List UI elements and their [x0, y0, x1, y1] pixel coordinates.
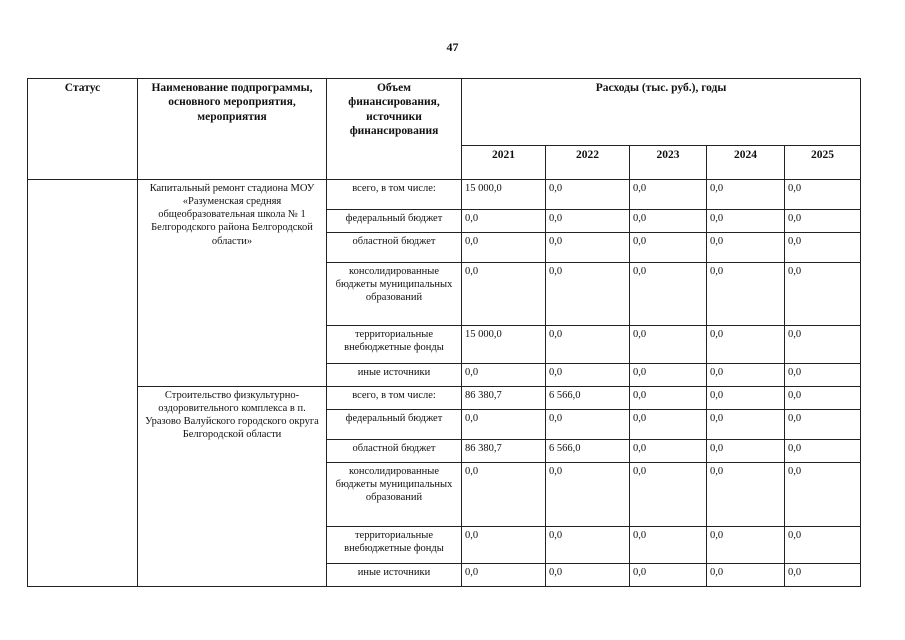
value-cell: 0,0: [707, 326, 785, 364]
value-cell: 0,0: [630, 463, 707, 527]
value-cell: 0,0: [462, 564, 546, 587]
value-cell: 0,0: [785, 263, 861, 326]
value-cell: 0,0: [707, 440, 785, 463]
value-cell: 0,0: [630, 410, 707, 440]
source-cell: консолидированные бюджеты муниципальных образований: [327, 263, 462, 326]
value-cell: 0,0: [630, 263, 707, 326]
value-cell: 0,0: [785, 233, 861, 263]
value-cell: 0,0: [546, 180, 630, 210]
value-cell: 0,0: [707, 263, 785, 326]
value-cell: 0,0: [630, 564, 707, 587]
value-cell: 0,0: [630, 210, 707, 233]
value-cell: 0,0: [707, 527, 785, 564]
value-cell: 86 380,7: [462, 440, 546, 463]
value-cell: 0,0: [630, 180, 707, 210]
source-cell: областной бюджет: [327, 440, 462, 463]
value-cell: 0,0: [785, 210, 861, 233]
value-cell: 0,0: [546, 326, 630, 364]
value-cell: 0,0: [546, 210, 630, 233]
value-cell: 0,0: [546, 410, 630, 440]
page-number: 47: [446, 40, 459, 54]
table-row: [28, 180, 861, 210]
value-cell: 0,0: [462, 463, 546, 527]
value-cell: 0,0: [546, 263, 630, 326]
year-header: 2022: [546, 146, 630, 180]
source-cell: иные источники: [327, 564, 462, 587]
source-cell: территориальные внебюджетные фонды: [327, 326, 462, 364]
value-cell: 0,0: [707, 233, 785, 263]
value-cell: 0,0: [707, 180, 785, 210]
value-cell: 0,0: [630, 326, 707, 364]
table-row: [28, 387, 861, 410]
source-cell: иные источники: [327, 364, 462, 387]
value-cell: 0,0: [462, 410, 546, 440]
value-cell: 15 000,0: [462, 180, 546, 210]
source-cell: всего, в том числе:: [327, 180, 462, 210]
activity-name: Строительство физкультурно-оздоровительного комплекса в п. Уразово Валуйского городского округа Белгородской области: [138, 387, 327, 587]
year-header: 2023: [630, 146, 707, 180]
value-cell: 0,0: [707, 210, 785, 233]
value-cell: 0,0: [462, 210, 546, 233]
value-cell: 0,0: [785, 180, 861, 210]
source-cell: федеральный бюджет: [327, 210, 462, 233]
status-cell: [28, 180, 138, 587]
value-cell: 15 000,0: [462, 326, 546, 364]
value-cell: 0,0: [546, 364, 630, 387]
value-cell: 0,0: [630, 364, 707, 387]
activity-name: Капитальный ремонт стадиона МОУ «Разуменская средняя общеобразовательная школа № 1 Белгородского района Белгородской области»: [138, 180, 327, 387]
value-cell: 0,0: [546, 564, 630, 587]
value-cell: 0,0: [785, 387, 861, 410]
value-cell: 6 566,0: [546, 387, 630, 410]
value-cell: 0,0: [707, 564, 785, 587]
value-cell: 0,0: [785, 564, 861, 587]
value-cell: 0,0: [785, 364, 861, 387]
source-cell: территориальные внебюджетные фонды: [327, 527, 462, 564]
value-cell: 0,0: [707, 463, 785, 527]
header-volume: Объем финансирования, источники финансирования: [327, 79, 462, 180]
source-cell: федеральный бюджет: [327, 410, 462, 440]
value-cell: 0,0: [785, 463, 861, 527]
value-cell: 0,0: [462, 263, 546, 326]
header-status: Статус: [28, 79, 138, 180]
value-cell: 0,0: [630, 233, 707, 263]
value-cell: 0,0: [707, 387, 785, 410]
value-cell: 0,0: [630, 527, 707, 564]
source-cell: областной бюджет: [327, 233, 462, 263]
value-cell: 0,0: [707, 410, 785, 440]
value-cell: 0,0: [785, 326, 861, 364]
value-cell: 0,0: [630, 440, 707, 463]
header-expenses: Расходы (тыс. руб.), годы: [462, 79, 861, 146]
value-cell: 0,0: [546, 463, 630, 527]
value-cell: 6 566,0: [546, 440, 630, 463]
value-cell: 0,0: [785, 440, 861, 463]
year-header: 2024: [707, 146, 785, 180]
financing-table: [27, 78, 861, 587]
value-cell: 0,0: [707, 364, 785, 387]
value-cell: 0,0: [785, 527, 861, 564]
value-cell: 0,0: [462, 527, 546, 564]
header-name: Наименование подпрограммы, основного мероприятия, мероприятия: [138, 79, 327, 180]
value-cell: 0,0: [546, 233, 630, 263]
value-cell: 86 380,7: [462, 387, 546, 410]
year-header: 2021: [462, 146, 546, 180]
value-cell: 0,0: [785, 410, 861, 440]
value-cell: 0,0: [630, 387, 707, 410]
source-cell: консолидированные бюджеты муниципальных образований: [327, 463, 462, 527]
year-header: 2025: [785, 146, 861, 180]
value-cell: 0,0: [546, 527, 630, 564]
value-cell: 0,0: [462, 233, 546, 263]
source-cell: всего, в том числе:: [327, 387, 462, 410]
value-cell: 0,0: [462, 364, 546, 387]
